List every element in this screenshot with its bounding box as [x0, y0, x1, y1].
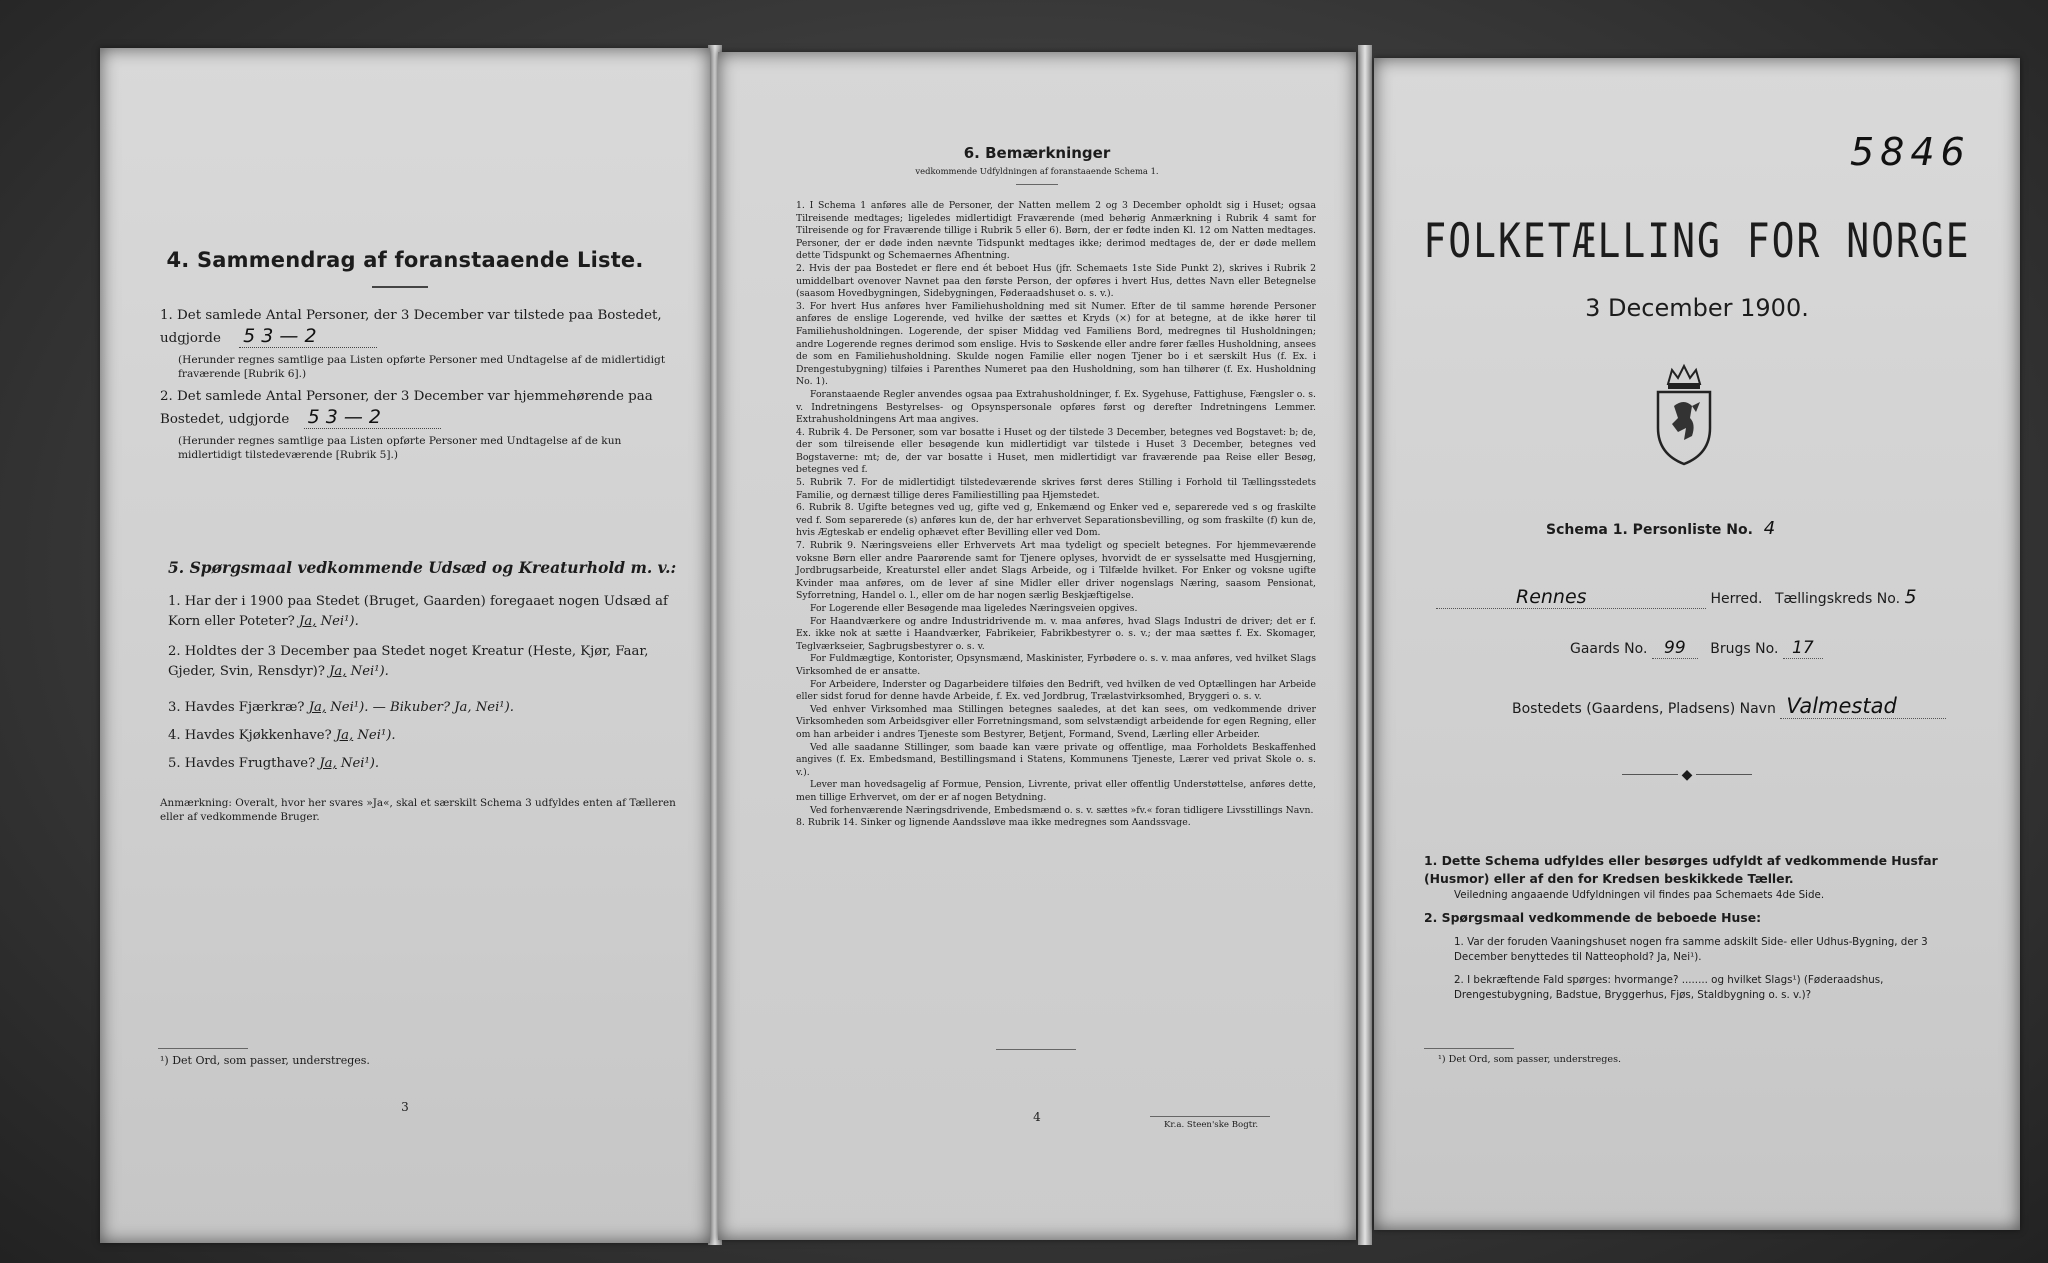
coat-of-arms-icon: [1644, 358, 1724, 468]
instruction-1: 1. Dette Schema udfyldes eller besørges udfyldt af vedkommende Husfar (Husmor) eller af den for Kredsen beskikkede Tæller.: [1424, 853, 1938, 886]
section5-title: 5. Spørgsmaal vedkommende Udsæd og Kreaturhold m. v.:: [168, 558, 677, 577]
remark-paragraph: 4. Rubrik 4. De Personer, som var bosatte i Huset og der tilstede 3 December, betegnes ved Bogstavet: b; de, der som tilreisende eller besøgende kun midlertidigt var tilstede i Huset 3 December, betegnes ved Bogstaverne: mt; de, der var bosatte i Huset, men midlertidigt var fraværende paa Reise eller Besøg, betegnes ved f.: [796, 426, 1316, 476]
remark-paragraph: For Haandværkere og andre Industridrivende m. v. maa anføres, hvad Slags Industri de driver; det er f. Ex. ikke nok at sætte i Haandværker, Fabrikeier, Fabrikbestyrer o. s. v.; der maa sættes f. Ex. Skomager, Teglværkseier, Sagbrugsbestyrer o. s. v.: [796, 615, 1316, 652]
instructions: [1424, 852, 1984, 1003]
remarks-title: 6. Bemærkninger: [963, 144, 1111, 162]
instruction-2-2: 2. I bekræftende Fald spørges: hvormange? ........ og hvilket Slags¹) (Føderaadshus, Drengestubygning, Badstue, Bryggerhus, Fjøs, Staldbygning o. s. v.)?: [1454, 974, 1884, 1001]
gaards-line: Gaards No. 99 Brugs No. 17: [1570, 638, 1823, 659]
remark-paragraph: Foranstaaende Regler anvendes ogsaa paa Extrahusholdninger, f. Ex. Sygehuse, Fattighuse, Fængsler o. s. v. Indretningens Bestyrelses- og Opsynspersonale opføres først og derefter Indretningens Lemmer. Extrahusholdningens Art maa angives.: [796, 388, 1316, 426]
right-page: [1374, 58, 2020, 1230]
middle-page: [718, 52, 1356, 1240]
remark-paragraph: Lever man hovedsagelig af Formue, Pension, Livrente, privat eller offentlig Understøttelse, anføres dette, men tillige Erhvervet, om der er af nogen Betydning.: [796, 779, 1316, 803]
remark-paragraph: For Fuldmægtige, Kontorister, Opsynsmænd, Maskinister, Fyrbødere o. s. v. maa anføres, ved hvilket Slags Virksomhed de er ansatte.: [796, 653, 1316, 677]
census-title: FOLKETÆLLING FOR NORGE: [1423, 213, 1971, 268]
census-date: 3 December 1900.: [1585, 294, 1809, 322]
ornament-divider: ◆: [1622, 774, 1752, 775]
remark-paragraph: 7. Rubrik 9. Næringsveiens eller Erhvervets Art maa tydeligt og specielt betegnes. For hjemmeværende voksne Børn eller andre Paarørende samt for Tjenere oplyses, hvorvidt de er sysselsatte med Husgjerning, Jordbrugsarbeide, Kreaturstel eller andet Slags Arbeide, og i Tilfælde hvilket. For Enker og voksne ugifte Kvinder maa anføres, om de lever af sine Midler eller driver nogenslags Næring, saasom Pensionat, Syforretning, Handel o. l., eller om de har nogen særlig Beskjæftigelse.: [796, 540, 1316, 602]
summary-item-1: 1. Det samlede Antal Personer, der 3 December var tilstede paa Bostedet, udgjorde 5 3 — 2: [160, 308, 662, 347]
printer-rule: [1150, 1116, 1270, 1117]
question-4: 4. Havdes Kjøkkenhave? Ja, Nei¹).: [168, 728, 396, 743]
summary-item-2: 2. Det samlede Antal Personer, der 3 December var hjemmehørende paa Bostedet, udgjorde 5 3 — 2: [160, 389, 653, 428]
schema-line: Schema 1. Personliste No. 4: [1546, 518, 1776, 539]
remark-paragraph: 8. Rubrik 14. Sinker og lignende Aandssløve maa ikke medregnes som Aandssvage.: [796, 817, 1191, 829]
present-count-handwritten: 5 3 — 2: [239, 325, 376, 348]
title-rule: [372, 286, 428, 288]
remark-paragraph: For Arbeidere, Inderster og Dagarbeidere tilføies den Bedrift, ved hvilken de ved Optællingen har Arbeide eller sidst forud for denne havde Arbeide, f. Ex. ved Jordbrug, Trælastvirksomhed, Bryggeri o. s. v.: [796, 678, 1316, 703]
bosted-line: Bostedets (Gaardens, Pladsens) Navn Valmestad: [1512, 694, 1946, 719]
question-3: 3. Havdes Fjærkræ? Ja, Nei¹). — Bikuber? Ja, Nei¹).: [168, 700, 514, 715]
page-number: 4: [1033, 1110, 1041, 1124]
resident-count-handwritten: 5 3 — 2: [304, 406, 441, 429]
question-2: 2. Holdtes der 3 December paa Stedet noget Kreatur (Heste, Kjør, Faar, Gjeder, Svin, Rensdyr)? Ja, Nei¹).: [168, 644, 649, 679]
remark-paragraph: For Logerende eller Besøgende maa ligeledes Næringsveien opgives.: [810, 603, 1138, 614]
remark-paragraph: 5. Rubrik 7. For de midlertidigt tilstedeværende skrives først deres Stilling i Forhold til Tællingsstedets Familie, og dernæst tillige deres Familiestilling paa Hjemstedet.: [796, 477, 1316, 501]
remark-paragraph: Ved alle saadanne Stillinger, som baade kan være private og offentlige, maa Forholdets Beskaffenhed angives (f. Ex. Embedsmand, Bestillingsmand i Statens, Kommunens Tjeneste, Lærer ved privat Skole o. s. v.).: [796, 741, 1316, 778]
question-1: 1. Har der i 1900 paa Stedet (Bruget, Gaarden) foregaaet nogen Udsæd af Korn eller Poteter? Ja, Nei¹).: [168, 594, 668, 629]
remarks-body: [796, 200, 1316, 830]
remarks-subtitle: vedkommende Udfyldningen af foranstaaende Schema 1.: [915, 166, 1159, 176]
instruction-2: 2. Spørgsmaal vedkommende de beboede Huse:: [1424, 910, 1762, 925]
footnote-rule: [1424, 1048, 1514, 1049]
remark-paragraph: Ved forhenværende Næringsdrivende, Embedsmænd o. s. v. sættes »fv.« foran tidligere Livsstillings Navn.: [810, 804, 1314, 816]
footnote-rule: [158, 1048, 248, 1049]
question-5: 5. Havdes Frugthave? Ja, Nei¹).: [168, 756, 380, 771]
remark-paragraph: 6. Rubrik 8. Ugifte betegnes ved ug, gifte ved g, Enkemænd og Enker ved e, separerede ved s og fraskilte ved f. Som separerede (s) anføres kun de, der har erhvervet Separationsbevilling, og som fraskilte (f) kun de, hvis Ægteskab er endelig ophævet efter Bevilling eller ved Dom.: [796, 502, 1316, 539]
instruction-1-sub: Veiledning angaaende Udfyldningen vil findes paa Schemaets 4de Side.: [1454, 889, 1825, 901]
end-rule: [996, 1049, 1076, 1050]
title-rule: [1016, 184, 1058, 185]
page-gutter-right: [1358, 45, 1372, 1245]
footnote: ¹) Det Ord, som passer, understreges.: [160, 1054, 370, 1067]
left-page: [100, 48, 710, 1243]
remark-paragraph: Ved enhver Virksomhed maa Stillingen betegnes saaledes, at det kan sees, om vedkommende driver Virksomheden som Arbeidsgiver eller Forretningsmand, som selvstændigt arbeidende for egen Regning, eller om han arbeider i andres Tjeneste som Bestyrer, Betjent, Formand, Svend, Lærling eller Arbeider.: [796, 703, 1316, 740]
printer-imprint: Kr.a. Steen'ske Bogtr.: [1164, 1120, 1259, 1130]
section4-title: 4. Sammendrag af foranstaaende Liste.: [166, 248, 644, 272]
remark-paragraph: 1. I Schema 1 anføres alle de Personer, der Natten mellem 2 og 3 December opholdt sig i Huset; ogsaa Tilreisende medtages; ligeledes midlertidigt Fraværende (med behørig Anmærkning i Rubrik 4 samt for Tilreisende og for Fraværende tillige i Rubrik 5 eller 6). Børn, der er fødte inden Kl. 12 om Natten medtages. Personer, der er døde inden nævnte Tidspunkt medtages ikke; derimod medtages de, der er døde mellem dette Tidspunkt og Schemaernes Afhentning.: [796, 200, 1316, 262]
page-number: 3: [401, 1100, 409, 1114]
summary-item-1-note: (Herunder regnes samtlige paa Listen opførte Personer med Undtagelse af de midlertidigt fraværende [Rubrik 6].): [178, 354, 666, 380]
archive-number-handwritten: 5846: [1850, 130, 1971, 174]
instruction-2-1: 1. Var der foruden Vaaningshuset nogen fra samme adskilt Side- eller Udhus-Bygning, der 3 December benyttedes til Natteophold? Ja, Nei¹).: [1454, 936, 1928, 963]
remark-paragraph: 3. For hvert Hus anføres hver Familiehusholdning med sit Numer. Efter de til samme hørende Personer anføres de enslige Logerende, ved hvilke der sættes et Kryds (×) for at betegne, at de ikke hører til Familiehusholdningen. Logerende, der spiser Middag ved Familiens Bord, medregnes til Husholdningen; andre Logerende regnes derimod som enslige. Hvis to Søskende eller andre fører fælles Husholdning, ansees de som en Familiehusholdning. Skulde nogen Familie eller nogen Tjener bo i et særskilt Hus (f. Ex. i Drengestubygning) tilføies i Parenthes Numeret paa den Husholdning, som han tilhører (f. Ex. Husholdning No. 1).: [796, 300, 1316, 388]
remark-paragraph: 2. Hvis der paa Bostedet er flere end ét beboet Hus (jfr. Schemaets 1ste Side Punkt 2), skrives i Rubrik 2 umiddelbart ovenover Navnet paa den første Person, der opføres i hvert Hus, dettes Navn eller Betegnelse (saasom Hovedbygningen, Sidebygningen, Føderaadshuset o. s. v.).: [796, 262, 1316, 300]
footnote: ¹) Det Ord, som passer, understreges.: [1438, 1054, 1622, 1065]
remark-note: Anmærkning: Overalt, hvor her svares »Ja«, skal et særskilt Schema 3 udfyldes enten af Tælleren eller af vedkommende Bruger.: [160, 797, 676, 823]
herred-line: Rennes Herred. Tællingskreds No. 5: [1436, 586, 1996, 609]
summary-item-2-note: (Herunder regnes samtlige paa Listen opførte Personer med Undtagelse af de kun midlertidigt tilstedeværende [Rubrik 5].): [178, 435, 622, 461]
